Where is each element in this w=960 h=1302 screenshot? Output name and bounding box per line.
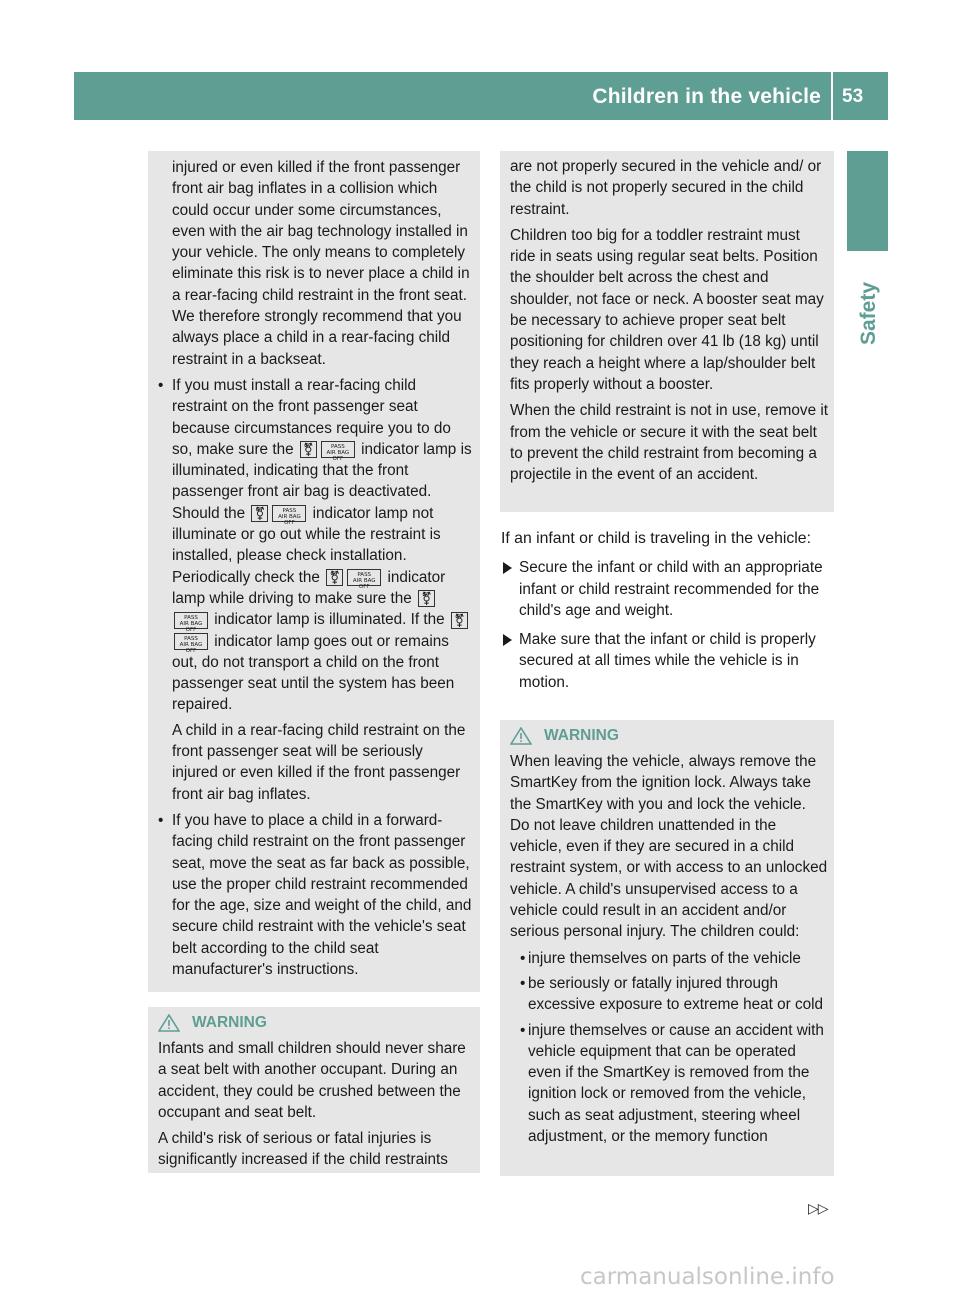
pass-airbag-off-icon: PASS AIR BAG OFF: [347, 569, 381, 586]
side-tab: [847, 151, 888, 251]
rear-facing-danger-paragraph: A child in a rear-facing child restraint on the front passenger seat will be seriously injured or even killed if the front passenger front air bag inflates.: [172, 721, 466, 803]
pass-airbag-off-icon: PASS AIR BAG OFF: [174, 612, 208, 629]
right-instructions: [501, 528, 835, 701]
left-warning-box: [148, 1007, 480, 1173]
warning-heading: WARNING: [510, 725, 828, 747]
pass-airbag-off-icon: PASS AIR BAG OFF: [272, 505, 306, 522]
instruction-step: Make sure that the infant or child is properly secured at all times while the vehicle is in motion.: [501, 629, 835, 693]
page-number: 53: [842, 86, 864, 107]
child-seat-icon: ⚧: [300, 441, 317, 458]
pass-airbag-off-icon: PASS AIR BAG OFF: [321, 441, 355, 458]
right-box-paragraph-3: When the child restraint is not in use, remove it from the vehicle or secure it with the seat belt to prevent the child restraint from becoming a projectile in the event of an accident.: [510, 402, 828, 484]
instruction-step: Secure the infant or child with an appropriate infant or child restraint recommended for the child's age and weight.: [501, 557, 835, 621]
warning-paragraph-1: Infants and small children should never share a seat belt with another occupant. During an accident, they could be crushed between the occupant and seat belt.: [158, 1040, 466, 1121]
warning-paragraph-1: When leaving the vehicle, always remove the SmartKey from the ignition lock. Always take the SmartKey with you and lock the vehicle. Do not leave children unattended in the vehicle, even if they are secured in a child restraint system, or with access to an unlocked vehicle. A child's unsupervised access to a vehicle could result in an accident and/or serious personal injury. The children could:: [510, 753, 828, 941]
warning-bullet: • injure themselves or cause an accident with vehicle equipment that can be operated even if the SmartKey is removed from the ignition lock or removed from the vehicle, such as seat adjustment, steering wheel adjustment, or the memory function: [510, 1020, 828, 1148]
instructions-intro: If an infant or child is traveling in the vehicle:: [501, 530, 811, 547]
child-seat-icon: ⚧: [451, 612, 468, 629]
watermark: carmanualsonline.info: [580, 1264, 835, 1290]
warning-triangle-icon: [158, 1014, 180, 1032]
step-arrow-icon: [503, 634, 512, 646]
child-seat-icon: ⚧: [251, 505, 268, 522]
child-seat-icon: ⚧: [418, 590, 435, 607]
left-info-box: [148, 151, 480, 992]
warning-bullet: • injure themselves on parts of the vehicle: [510, 948, 828, 969]
warning-heading: WARNING: [158, 1012, 472, 1034]
warning-triangle-icon: [510, 727, 532, 745]
warning-bullet: • be seriously or fatally injured through excessive exposure to extreme heat or cold: [510, 973, 828, 1016]
right-box-paragraph-1: are not properly secured in the vehicle and/ or the child is not properly secured in the child restraint.: [510, 158, 822, 218]
right-box-paragraph-2: Children too big for a toddler restraint must ride in seats using regular seat belts. Position the shoulder belt across the chest and shoulder, not face or neck. A booster seat may be necessary to achieve proper seat belt positioning for children over 41 lb (18 kg) until they reach a height where a lap/shoulder belt fits properly without a booster.: [510, 226, 824, 393]
continue-mark: ▷▷: [808, 1200, 828, 1216]
pass-airbag-off-icon: PASS AIR BAG OFF: [174, 633, 208, 650]
intro-paragraph: injured or even killed if the front passenger front air bag inflates in a collision which could occur under some circumstances, even with the air bag technology installed in your vehicle. The only means to completely eliminate this risk is to never place a child in a rear-facing child restraint in the front seat. We therefore strongly recommend that you always place a child in a rear-facing child restraint in a backseat.: [172, 159, 470, 368]
bullet-forward-facing: • If you have to place a child in a forward-facing child restraint on the front passenger seat, move the seat as far back as possible, use the proper child restraint recommended for the age, size and weight of the child, and secure child restraint with the vehicle's seat belt according to the child seat manufacturer's instructions.: [148, 810, 472, 980]
section-title: Children in the vehicle: [592, 85, 821, 108]
warning-paragraph-2: A child's risk of serious or fatal injuries is significantly increased if the child restraints: [158, 1130, 448, 1169]
right-info-box: [500, 151, 834, 512]
bullet-rear-facing: • If you must install a rear-facing child restraint on the front passenger seat because circumstances require you to do so, make sure the ⚧ PASS AIR BAG OFF indicator lamp is illuminated, indicating that the front passenger front air bag is deactivated. Should the ⚧ PASS AIR BAG OFF indicator lamp not illuminate or go out while the restraint is installed, please check installation. Periodically check the ⚧ PASS AIR BAG OFF indicator lamp while driving to make sure the ⚧PASS AIR BAG OFF indicator lamp is illuminated. If the ⚧PASS AIR BAG OFF indicator lamp goes out or remains out, do not transport a child on the front passenger seat until the system has been repaired.: [148, 375, 472, 716]
side-label: Safety: [857, 281, 880, 345]
step-arrow-icon: [503, 562, 512, 574]
right-warning-box: [500, 720, 834, 1176]
header-divider: [831, 72, 833, 120]
child-seat-icon: ⚧: [326, 569, 343, 586]
